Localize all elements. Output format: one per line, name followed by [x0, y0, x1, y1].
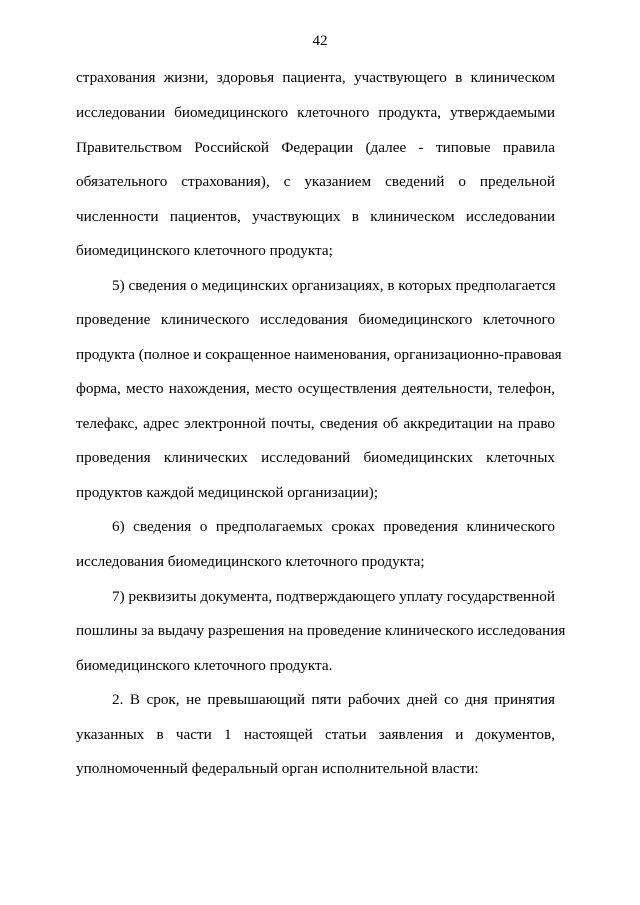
- paragraph-line: продукта (полное и сокращенное наименования, организационно-правовая: [76, 346, 562, 363]
- paragraph-line: биомедицинского клеточного продукта;: [76, 242, 333, 259]
- paragraph-line: продуктов каждой медицинской организации);: [76, 484, 379, 501]
- paragraph-line: страхования жизни, здоровья пациента, участвующего в клиническом: [76, 69, 555, 86]
- paragraph-line: 5) сведения о медицинских организациях, в которых предполагается: [112, 277, 556, 294]
- paragraph-line: исследовании биомедицинского клеточного продукта, утверждаемыми: [76, 104, 555, 121]
- paragraph-line: уполномоченный федеральный орган исполнительной власти:: [76, 760, 479, 777]
- paragraph-line: обязательного страхования), с указанием сведений о предельной: [76, 173, 555, 190]
- paragraph-line: исследования биомедицинского клеточного продукта;: [76, 553, 425, 570]
- paragraph-line: 6) сведения о предполагаемых сроках проведения клинического: [112, 518, 555, 535]
- paragraph-line: численности пациентов, участвующих в клиническом исследовании: [76, 208, 555, 225]
- paragraph-line: Правительством Российской Федерации (далее - типовые правила: [76, 139, 555, 156]
- paragraph-line: форма, место нахождения, место осуществления деятельности, телефон,: [76, 380, 555, 397]
- page-number: 42: [312, 33, 328, 49]
- paragraph-line: 2. В срок, не превышающий пяти рабочих дней со дня принятия: [112, 691, 555, 708]
- paragraph-line: биомедицинского клеточного продукта.: [76, 657, 333, 674]
- paragraph-line: 7) реквизиты документа, подтверждающего уплату государственной: [112, 588, 555, 605]
- paragraph-line: проведение клинического исследования биомедицинского клеточного: [76, 311, 555, 328]
- paragraph-line: указанных в части 1 настоящей статьи заявления и документов,: [76, 726, 555, 743]
- paragraph-line: телефакс, адрес электронной почты, сведения об аккредитации на право: [76, 415, 555, 432]
- paragraph-line: проведения клинических исследований биомедицинских клеточных: [76, 449, 555, 466]
- paragraph-line: пошлины за выдачу разрешения на проведение клинического исследования: [76, 622, 566, 639]
